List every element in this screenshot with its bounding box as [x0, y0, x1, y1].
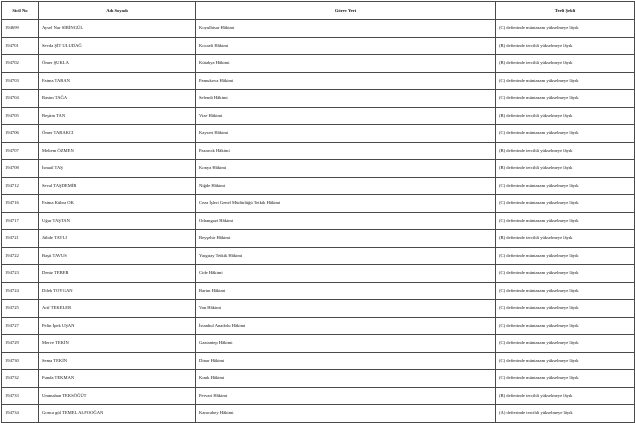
cell-gorev-yeri: Kocaeli Hâkimi: [196, 37, 496, 55]
table-row: [2, 317, 635, 335]
cell-terfi-sekli: (C) defterinde müntazam yükselmeye lâyık: [496, 20, 635, 38]
table-row: [2, 212, 635, 230]
cell-gorev-yeri: Van Hâkimi: [196, 300, 496, 318]
header-terfi-sekli: Terfi Şekli: [496, 2, 635, 20]
cell-sicil-no: 194721: [2, 230, 39, 248]
cell-terfi-sekli: (C) defterinde müntazam yükselmeye lâyık: [496, 125, 635, 143]
cell-sicil-no: 194703: [2, 72, 39, 90]
cell-sicil-no: 194727: [2, 317, 39, 335]
cell-terfi-sekli: (C) defterinde müntazam yükselmeye lâyık: [496, 177, 635, 195]
table-row: [2, 405, 635, 423]
table-row: [2, 352, 635, 370]
header-gorev-yeri: Görev Yeri: [196, 2, 496, 20]
cell-terfi-sekli: (B) defterinde tercihli yükselmeye lâyık: [496, 142, 635, 160]
cell-adi-soyadi: Sevda ŞİT ULUDAĞ: [39, 37, 196, 55]
cell-gorev-yeri: Dinar Hâkimi: [196, 352, 496, 370]
cell-sicil-no: 194725: [2, 300, 39, 318]
table-row: [2, 125, 635, 143]
cell-gorev-yeri: Pamukova Hâkimi: [196, 72, 496, 90]
table-row: [2, 300, 635, 318]
cell-adi-soyadi: Pelin İpek UŞAN: [39, 317, 196, 335]
table-body: [2, 20, 635, 423]
promotion-table: [1, 1, 635, 423]
cell-adi-soyadi: Funda TEKMAN: [39, 370, 196, 388]
cell-terfi-sekli: (C) defterinde müntazam yükselmeye lâyık: [496, 212, 635, 230]
cell-sicil-no: 194716: [2, 195, 39, 213]
cell-gorev-yeri: Vize Hâkimi: [196, 107, 496, 125]
cell-terfi-sekli: (C) defterinde müntazam yükselmeye lâyık: [496, 370, 635, 388]
cell-terfi-sekli: (B) defterinde tercihli yükselmeye lâyık: [496, 230, 635, 248]
table-row: [2, 20, 635, 38]
cell-terfi-sekli: (C) defterinde müntazam yükselmeye lâyık: [496, 317, 635, 335]
cell-adi-soyadi: Seval TAŞDEMİR: [39, 177, 196, 195]
table-row: [2, 72, 635, 90]
cell-gorev-yeri: İstanbul Anadolu Hâkimi: [196, 317, 496, 335]
cell-terfi-sekli: (C) defterinde müntazam yükselmeye lâyık: [496, 335, 635, 353]
cell-gorev-yeri: Kütahya Hâkimi: [196, 55, 496, 73]
table-row: [2, 90, 635, 108]
cell-adi-soyadi: Ömer TARAKCI: [39, 125, 196, 143]
cell-terfi-sekli: (C) defterinde müntazam yükselmeye lâyık: [496, 90, 635, 108]
cell-adi-soyadi: İsmail TAŞ: [39, 160, 196, 178]
table-row: [2, 160, 635, 178]
cell-sicil-no: 194722: [2, 247, 39, 265]
cell-sicil-no: 194724: [2, 282, 39, 300]
cell-sicil-no: 194729: [2, 335, 39, 353]
cell-gorev-yeri: Yargıtay Tetkik Hâkimi: [196, 247, 496, 265]
header-sicil-no: Sicil No: [2, 2, 39, 20]
cell-adi-soyadi: Aysel Nur SİRİNGÜL: [39, 20, 196, 38]
cell-sicil-no: 194705: [2, 107, 39, 125]
cell-sicil-no: 194730: [2, 352, 39, 370]
cell-sicil-no: 194701: [2, 37, 39, 55]
cell-adi-soyadi: Gonca gül TEMEL ALFOOĞAN: [39, 405, 196, 423]
cell-gorev-yeri: Gaziantep Hâkimi: [196, 335, 496, 353]
cell-adi-soyadi: Deniz TEBER: [39, 265, 196, 283]
cell-adi-soyadi: Meltem ÖZMEN: [39, 142, 196, 160]
table-row: [2, 37, 635, 55]
cell-terfi-sekli: (C) defterinde müntazam yükselmeye lâyık: [496, 247, 635, 265]
cell-gorev-yeri: Kayseri Hâkimi: [196, 125, 496, 143]
cell-gorev-yeri: Bartın Hâkimi: [196, 282, 496, 300]
cell-sicil-no: 194708: [2, 160, 39, 178]
cell-terfi-sekli: (C) defterinde müntazam yükselmeye lâyık: [496, 352, 635, 370]
table-row: [2, 387, 635, 405]
cell-terfi-sekli: (C) defterinde müntazam yükselmeye lâyık: [496, 282, 635, 300]
cell-gorev-yeri: Ceza İşleri Genel Müdürlüğü Tetkik Hâkimi: [196, 195, 496, 213]
cell-sicil-no: 194699: [2, 20, 39, 38]
cell-terfi-sekli: (C) defterinde müntazam yükselmeye lâyık: [496, 265, 635, 283]
cell-adi-soyadi: Arif TEKELER: [39, 300, 196, 318]
table-row: [2, 195, 635, 213]
cell-adi-soyadi: Dilek TOYGAN: [39, 282, 196, 300]
cell-adi-soyadi: Sema TEKİN: [39, 352, 196, 370]
cell-adi-soyadi: Ömer ŞUKLA: [39, 55, 196, 73]
cell-terfi-sekli: (A) defterinde tercihli yükselmeye lâyık: [496, 405, 635, 423]
table-row: [2, 177, 635, 195]
cell-gorev-yeri: Selendi Hâkimi: [196, 90, 496, 108]
cell-gorev-yeri: Orhangazi Hâkimi: [196, 212, 496, 230]
cell-terfi-sekli: (B) defterinde tercihli yükselmeye lâyık: [496, 55, 635, 73]
cell-sicil-no: 194732: [2, 370, 39, 388]
cell-terfi-sekli: (B) defterinde tercihli yükselmeye lâyık: [496, 37, 635, 55]
cell-gorev-yeri: Konya Hâkimi: [196, 160, 496, 178]
cell-gorev-yeri: Niğde Hâkimi: [196, 177, 496, 195]
cell-terfi-sekli: (C) defterinde müntazam yükselmeye lâyık: [496, 195, 635, 213]
cell-adi-soyadi: Uğur TAŞTAN: [39, 212, 196, 230]
cell-terfi-sekli: (B) defterinde tercihli yükselmeye lâyık: [496, 107, 635, 125]
table-row: [2, 282, 635, 300]
cell-sicil-no: 194723: [2, 265, 39, 283]
table-row: [2, 142, 635, 160]
cell-sicil-no: 194734: [2, 405, 39, 423]
table-row: [2, 247, 635, 265]
cell-gorev-yeri: Pervari Hâkimi: [196, 387, 496, 405]
cell-gorev-yeri: Cide Hâkimi: [196, 265, 496, 283]
cell-gorev-yeri: Karacabey Hâkimi: [196, 405, 496, 423]
cell-gorev-yeri: Beyşehir Hâkimi: [196, 230, 496, 248]
cell-gorev-yeri: Kınık Hâkimi: [196, 370, 496, 388]
cell-sicil-no: 194717: [2, 212, 39, 230]
table-row: [2, 230, 635, 248]
cell-terfi-sekli: (B) defterinde tercihli yükselmeye lâyık: [496, 160, 635, 178]
cell-adi-soyadi: Fatma TABAN: [39, 72, 196, 90]
cell-adi-soyadi: Merve TEKİN: [39, 335, 196, 353]
cell-gorev-yeri: Koyulhisar Hâkimi: [196, 20, 496, 38]
table-row: [2, 335, 635, 353]
cell-sicil-no: 194707: [2, 142, 39, 160]
cell-adi-soyadi: Fatma Kübra OK: [39, 195, 196, 213]
cell-adi-soyadi: Başit TAVUS: [39, 247, 196, 265]
header-adi-soyadi: Adı Soyadı: [39, 2, 196, 20]
table-header-row: [2, 2, 635, 20]
cell-terfi-sekli: (C) defterinde müntazam yükselmeye lâyık: [496, 72, 635, 90]
cell-sicil-no: 194702: [2, 55, 39, 73]
cell-sicil-no: 194706: [2, 125, 39, 143]
table-row: [2, 265, 635, 283]
cell-sicil-no: 194712: [2, 177, 39, 195]
cell-adi-soyadi: Jülide TAVLI: [39, 230, 196, 248]
cell-sicil-no: 194733: [2, 387, 39, 405]
cell-terfi-sekli: (C) defterinde müntazam yükselmeye lâyık: [496, 300, 635, 318]
cell-gorev-yeri: Pazarcık Hâkimi: [196, 142, 496, 160]
cell-adi-soyadi: Ummahan TEKSÖĞÜT: [39, 387, 196, 405]
table-row: [2, 107, 635, 125]
table-row: [2, 370, 635, 388]
cell-adi-soyadi: Beştim TAN: [39, 107, 196, 125]
cell-sicil-no: 194704: [2, 90, 39, 108]
cell-adi-soyadi: Rasim TAĞA: [39, 90, 196, 108]
table-row: [2, 55, 635, 73]
cell-terfi-sekli: (B) defterinde tercihli yükselmeye lâyık: [496, 387, 635, 405]
